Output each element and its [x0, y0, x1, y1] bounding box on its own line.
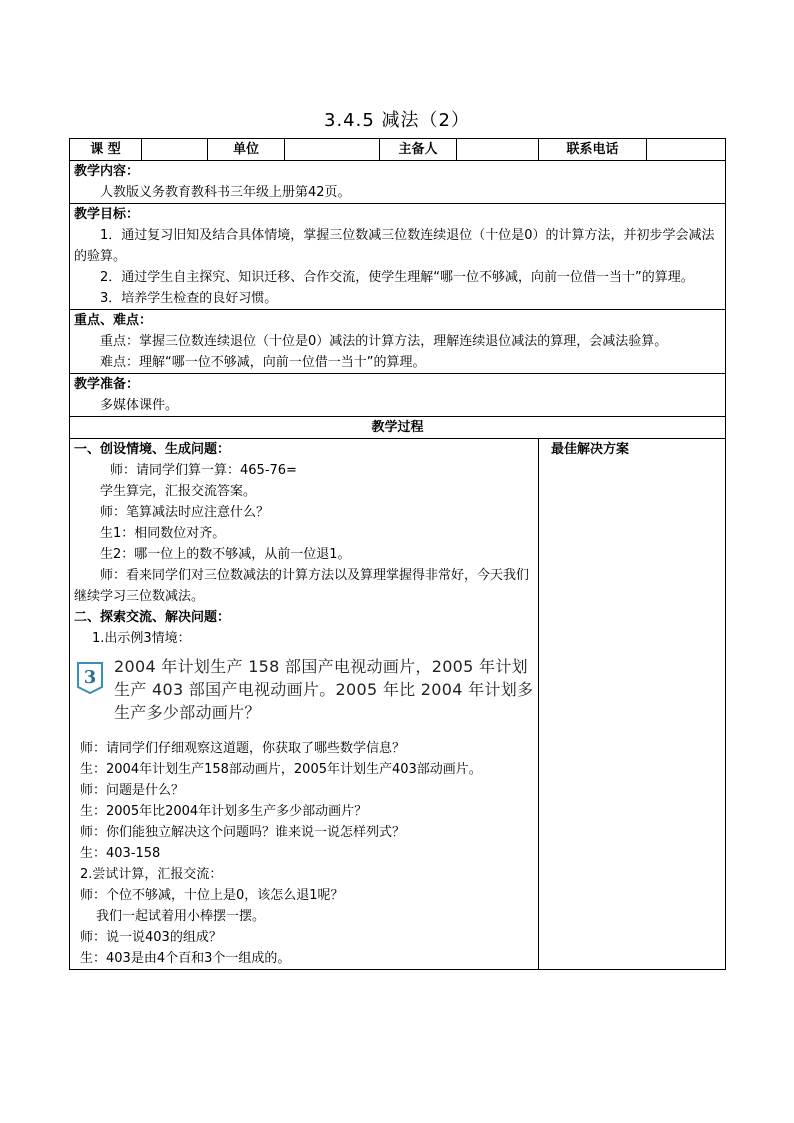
- goal-item-2: 2．通过学生自主探究、知识迁移、合作交流，使学生理解“哪一位不够减，向前一位借一当十”的算理。: [100, 270, 694, 285]
- dialog-line: 2.尝试计算，汇报交流：: [80, 867, 223, 882]
- key-point: 重点：掌握三位数连续退位（十位是0）减法的计算方法，理解连续退位减法的算理，会减法验算。: [100, 334, 668, 349]
- dialog-line: 师：个位不够减，十位上是0，该怎么退1呢？: [80, 888, 344, 903]
- part1-title: 一、创设情境、生成问题：: [74, 442, 231, 457]
- lesson-plan-table: [69, 138, 726, 970]
- part1-line: 师：笔算减法时应注意什么？: [100, 505, 270, 520]
- part1-line: 生1：相同数位对齐。: [100, 526, 226, 541]
- content-row: [70, 161, 726, 204]
- dialog-line: 师：问题是什么？: [80, 783, 185, 798]
- content-label: 教学内容：: [74, 164, 140, 179]
- prep-row: [70, 374, 726, 417]
- part2-title: 二、探索交流、解决问题：: [74, 610, 231, 625]
- goals-row: [70, 204, 726, 310]
- phone-label: 联系电话: [539, 139, 647, 161]
- phone-value: [647, 139, 726, 161]
- part1-line: 生2：哪一位上的数不够减，从前一位退1。: [100, 547, 351, 562]
- process-header-row: [70, 417, 726, 439]
- author-label: 主备人: [380, 139, 457, 161]
- dialog-line: 生：403是由4个百和3个一组成的。: [80, 951, 291, 966]
- example-3-box: [76, 655, 534, 724]
- goals-label: 教学目标：: [74, 207, 140, 222]
- prep-label: 教学准备：: [74, 377, 140, 392]
- dialog-line: 生：2004年计划生产158部动画片，2005年计划生产403部动画片。: [80, 762, 482, 777]
- type-label: 课 型: [70, 139, 142, 161]
- side-label: 最佳解决方案: [551, 442, 630, 457]
- part1-line: 学生算完，汇报交流答案。: [100, 484, 257, 499]
- dialog-line: 师：说一说403的组成？: [80, 930, 222, 945]
- process-body-row: [70, 439, 726, 970]
- author-value: [457, 139, 539, 161]
- dialog-line: 师：你们能独立解决这个问题吗？谁来说一说怎样列式？: [80, 825, 406, 840]
- prep-text: 多媒体课件。: [100, 398, 179, 413]
- keypoints-row: [70, 310, 726, 374]
- process-label: 教学过程: [70, 417, 726, 439]
- example-number: 3: [83, 667, 97, 688]
- dialog-line: 生：2005年比2004年计划多生产多少部动画片？: [80, 804, 368, 819]
- part1-line: 师：请同学们算一算：465-76=: [110, 463, 297, 478]
- goal-item-1: 1．通过复习旧知及结合具体情境，掌握三位数减三位数连续退位（十位是0）的计算方法，并初步学会减法的验算。: [74, 228, 715, 264]
- keypoints-label: 重点、难点：: [74, 313, 153, 328]
- unit-label: 单位: [208, 139, 285, 161]
- dialog-line: 我们一起试着用小棒摆一摆。: [96, 909, 266, 924]
- difficult-point: 难点：理解“哪一位不够减，向前一位借一当十”的算理。: [100, 355, 426, 370]
- part1-line: 师：看来同学们对三位数减法的计算方法以及算理掌握得非常好，今天我们继续学习三位数减法。: [74, 568, 530, 604]
- example-badge-icon: [76, 661, 104, 695]
- page-title: 3.4.5 减法（2）: [324, 110, 470, 131]
- dialog-line: 师：请同学们仔细观察这道题，你获取了哪些数学信息？: [80, 741, 406, 756]
- example-text: 2004 年计划生产 158 部国产电视动画片，2005 年计划生产 403 部国产电视动画片。2005 年比 2004 年计划多生产多少部动画片？: [114, 657, 534, 722]
- dialog-line: 生：403-158: [80, 846, 161, 861]
- header-row: [70, 139, 726, 161]
- content-text: 人教版义务教育教科书三年级上册第42页。: [100, 185, 351, 200]
- goal-item-3: 3．培养学生检查的良好习惯。: [100, 291, 278, 306]
- unit-value: [285, 139, 380, 161]
- step1-label: 1.出示例3情境：: [92, 631, 191, 646]
- type-value: [142, 139, 208, 161]
